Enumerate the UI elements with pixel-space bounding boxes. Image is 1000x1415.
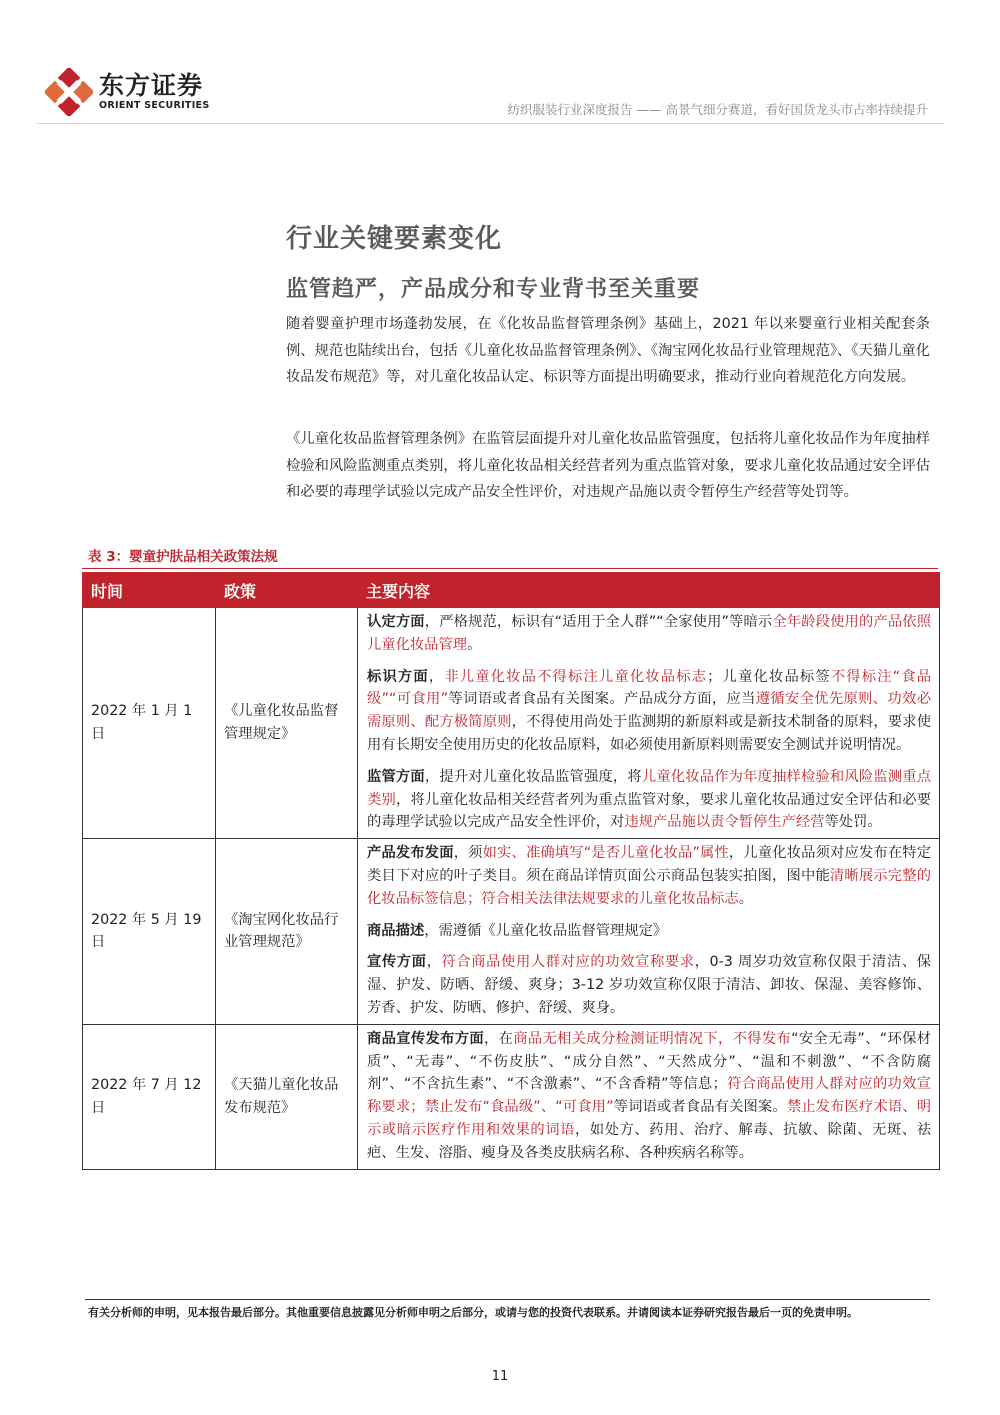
content-item (367, 666, 931, 757)
column-header-content: 主要内容 (358, 573, 940, 608)
header-divider (36, 123, 944, 124)
column-header-policy: 政策 (216, 573, 358, 608)
item-text: ；儿童化妆品标签 (707, 668, 831, 685)
body-paragraph: 随着婴童护理市场蓬勃发展，在《化妆品监督管理条例》基础上，2021 年以来婴童行业相关配套条例、规范也陆续出台，包括《儿童化妆品监督管理条例》、《淘宝网化妆品行业管理规范》、《天猫儿童化妆品发布规范》等，对儿童化妆品认定、标识等方面提出明确要求，推动行业向着规范化方向发展。 (286, 316, 930, 385)
page-number: 11 (491, 1369, 509, 1384)
highlight-text: 清晰展示完整的化妆品标签信息；符合相关法律法规要求的儿童化妆品标志 (367, 867, 931, 907)
orient-securities-logo-icon (45, 68, 93, 116)
item-heading: 产品发布发面 (367, 845, 454, 862)
item-heading: 监管方面 (367, 768, 425, 785)
item-text: 等处罚。 (824, 814, 882, 831)
body-paragraph: 《儿童化妆品监督管理条例》在监管层面提升对儿童化妆品监管强度，包括将儿童化妆品作为年度抽样检验和风险监测重点类别，将儿童化妆品相关经营者列为重点监管对象，要求儿童化妆品通过安全评估和必要的毒理学试验以完成产品安全性评价，对违规产品施以责令暂停生产经营等处罚等。 (286, 431, 930, 500)
table-row (83, 1024, 940, 1169)
item-text: ， (428, 668, 445, 685)
row-date: 2022 年 1 月 1 日 (83, 608, 216, 839)
report-title: 纺织服装行业深度报告 —— 高景气细分赛道，看好国货龙头市占率持续提升 (507, 102, 928, 117)
content-item (367, 611, 931, 657)
item-text: ，须 (453, 845, 483, 862)
item-text: 。 (467, 636, 482, 653)
content-item (367, 1028, 931, 1165)
highlight-text: 非儿童化妆品不得标注儿童化妆品标志 (444, 668, 708, 685)
row-content (358, 1024, 940, 1169)
content-item (367, 920, 931, 943)
item-text: 等词语或者食品有关图案。产品成分方面，应当 (448, 691, 756, 708)
section-title: 行业关键要素变化 (286, 224, 503, 254)
policy-table (82, 572, 940, 1170)
highlight-text: 不得标注“食品级”“可食用” (367, 668, 932, 708)
caption-divider (82, 568, 938, 569)
highlight-text: 全年龄段使用的产品依照儿童化妆品管理 (367, 614, 932, 653)
item-text: ，严格规范，标识有“适用于全人群”“全家使用”等暗示 (424, 614, 773, 630)
content-item (367, 842, 931, 910)
logo-chinese-name: 东方证券 (99, 71, 204, 100)
column-header-time: 时间 (83, 573, 216, 608)
item-text: ，需遵循《儿童化妆品监督管理规定》 (424, 922, 668, 939)
item-text: 等词语或者食品有关图案。 (613, 1099, 787, 1116)
highlight-text: 符合商品使用人群对应的功效宣称要求；禁止发布“食品级”、“可食用” (367, 1076, 931, 1116)
item-text: 。 (738, 890, 754, 907)
footer-divider (85, 1299, 930, 1300)
highlight-text: 儿童化妆品作为年度抽样检验和风险监测重点类别 (367, 768, 932, 808)
page-header (0, 0, 1000, 125)
item-heading: 商品描述 (367, 922, 425, 939)
item-text: “安全无毒”、“环保材质”、“无毒”、“不伤皮肤”、“成分自然”、“天然成分”、“温和不刺激”、“不含防腐剂”、“不含抗生素”、“不含激素”、“不含香精”等信息； (367, 1030, 931, 1093)
item-heading: 商品宣传发布方面 (367, 1030, 484, 1047)
item-text: ，0-3 周岁功效宣称仅限于清洁、保湿、护发、防晒、舒缓、爽身；3-12 岁功效宣称仅限于清洁、卸妆、保湿、美容修饰、芳香、护发、防晒、修护、舒缓、爽身。 (367, 954, 932, 1016)
row-date: 2022 年 5 月 19 日 (83, 839, 216, 1025)
item-text: ，儿童化妆品须对应发布在特定类目下对应的叶子类目。须在商品详情页面公示商品包装实拍图，图中能 (367, 845, 932, 884)
row-policy: 《儿童化妆品监督管理规定》 (216, 608, 358, 839)
highlight-text: 符合商品使用人群对应的功效宣称要求 (441, 954, 695, 971)
content-item (367, 951, 931, 1019)
item-heading: 宣传方面 (367, 954, 427, 971)
highlight-text: 违规产品施以责令暂停生产经营 (624, 814, 825, 831)
item-text: ，提升对儿童化妆品监管强度，将 (424, 768, 642, 785)
row-date: 2022 年 7 月 12 日 (83, 1024, 216, 1169)
item-text: ，不得使用尚处于监测期的新原料或是新技术制备的原料，要求使用有长期安全使用历史的化妆品原料，如必须使用新原料则需要安全测试并说明情况。 (367, 714, 932, 753)
table-row (83, 608, 940, 839)
content-item (367, 766, 931, 834)
item-text: ，将儿童化妆品相关经营者列为重点监管对象，要求儿童化妆品通过安全评估和必要的毒理学试验以完成产品安全性评价，对 (367, 791, 932, 831)
row-content (358, 608, 940, 839)
table-header-row (83, 573, 940, 608)
highlight-text: 遵循安全优先原则、功效必需原则、配方极简原则 (367, 691, 931, 731)
table-caption: 表 3：婴童护肤品相关政策法规 (88, 549, 278, 565)
item-text: ，在 (484, 1030, 514, 1047)
item-text: ， (426, 954, 442, 971)
item-heading: 标识方面 (367, 668, 429, 685)
row-policy: 《淘宝网化妆品行业管理规范》 (216, 839, 358, 1025)
row-content (358, 839, 940, 1025)
logo-english-name: ORIENT SECURITIES (99, 100, 210, 111)
section-subtitle: 监管趋严，产品成分和专业背书至关重要 (286, 277, 701, 302)
footer-disclaimer: 有关分析师的申明，见本报告最后部分。其他重要信息披露见分析师申明之后部分，或请与您的投资代表联系。并请阅读本证券研究报告最后一页的免责申明。 (88, 1306, 858, 1319)
row-policy: 《天猫儿童化妆品发布规范》 (216, 1024, 358, 1169)
brand-logo (45, 68, 209, 116)
item-text: ，如处方、药用、治疗、解毒、抗敏、除菌、无斑、祛疤、生发、溶脂、瘦身及各类皮肤病名称、各种疾病名称等。 (367, 1121, 932, 1161)
item-heading: 认定方面 (367, 614, 425, 630)
highlight-text: 禁止发布医疗术语、明示或暗示医疗作用和效果的词语 (367, 1099, 931, 1138)
highlight-text: 如实、准确填写“是否儿童化妆品”属性 (482, 845, 729, 862)
highlight-text: 商品无相关成分检测证明情况下，不得发布 (513, 1030, 792, 1047)
table-row (83, 839, 940, 1025)
